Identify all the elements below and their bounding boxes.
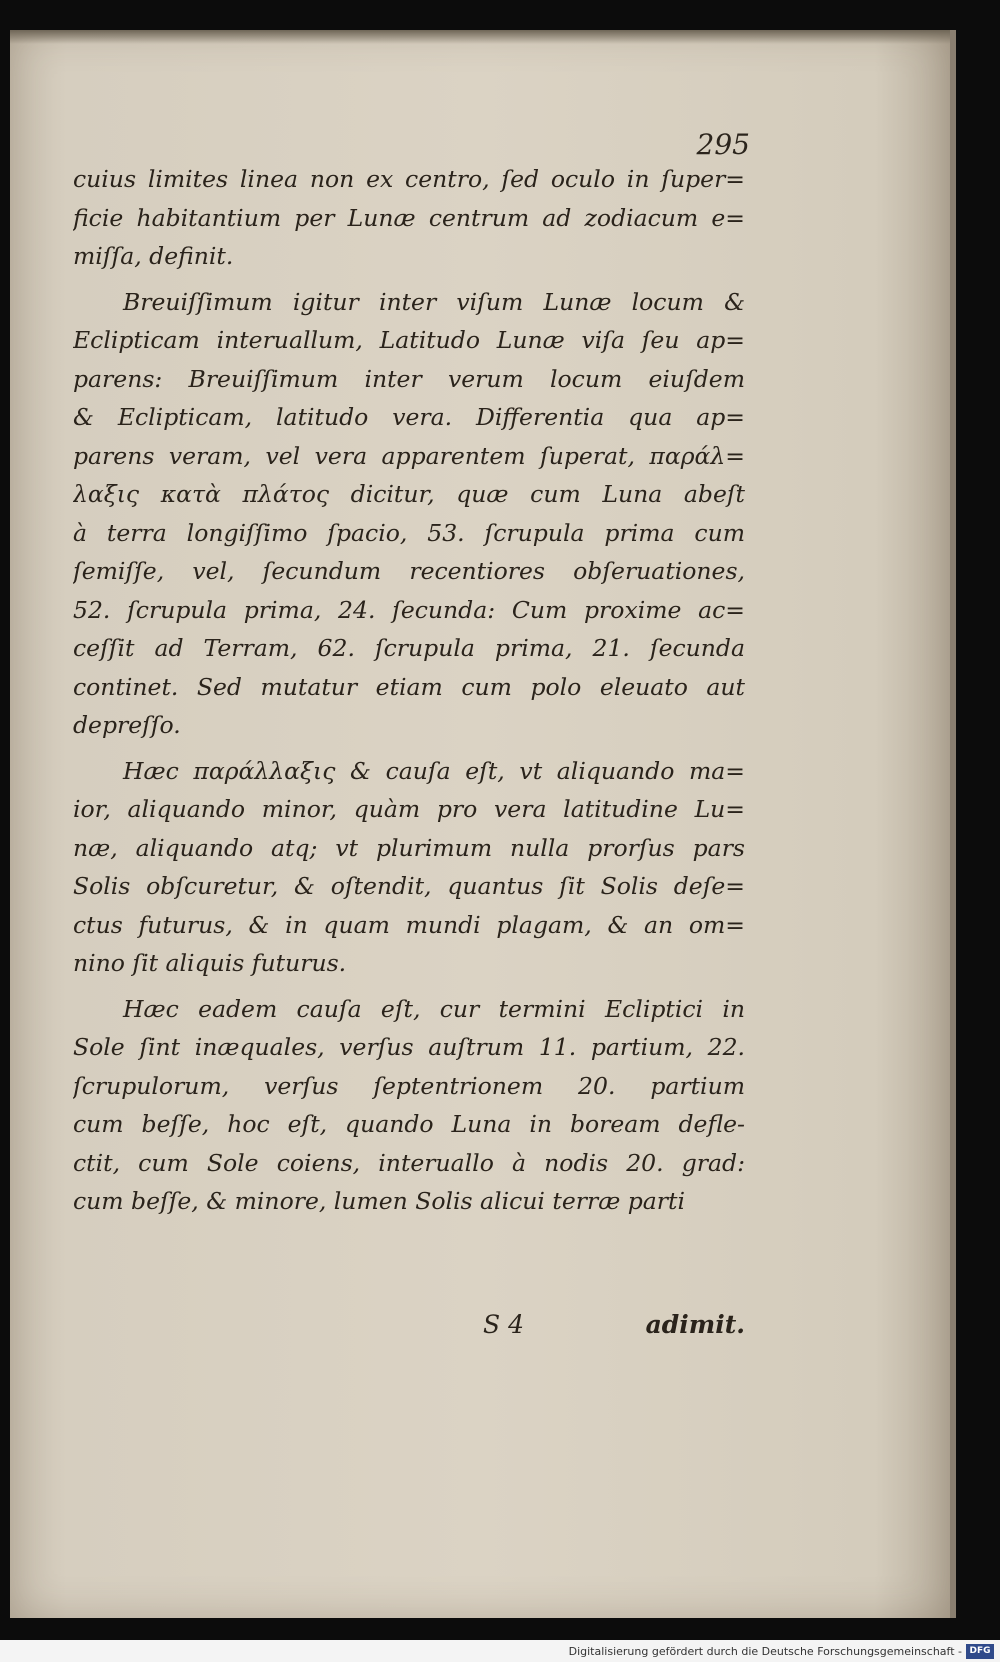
text-line: ctit, cum Sole coiens, interuallo à nodis 20. grad: — [73, 1148, 745, 1177]
text-line: Hæc eadem cauſa eſt, cur termini Ecliptici in — [123, 994, 745, 1023]
text-line: Breuiſſimum igitur inter viſum Lunæ locum & — [123, 287, 745, 316]
text-line: miſſa, definit. — [73, 242, 234, 270]
text-line: Sole ſint inæquales, verſus auſtrum 11. partium, 22. — [73, 1033, 745, 1061]
text-line: parens veram, vel vera apparentem ſuperat, παράλ= — [73, 441, 745, 470]
text-line: depreſſo. — [73, 711, 181, 739]
signature-mark: S 4 — [483, 1310, 524, 1339]
text-line: Hæc παράλλαξις & cauſa eſt, vt aliquando ma= — [123, 756, 745, 785]
text-line: ſcrupulorum, verſus ſeptentrionem 20. partium — [73, 1071, 745, 1100]
page-text — [73, 160, 745, 1228]
text-line: ceſſit ad Terram, 62. ſcrupula prima, 21. ſecunda — [73, 634, 745, 662]
text-line: cum beſſe, & minore, lumen Solis alicui terræ parti — [73, 1187, 685, 1215]
dfg-logo: DFG — [966, 1644, 994, 1659]
text-line: & Eclipticam, latitudo vera. Differentia qua ap= — [73, 403, 745, 431]
text-line: ior, aliquando minor, quàm pro vera latitudine Lu= — [73, 795, 745, 823]
catchword: adimit. — [645, 1310, 745, 1339]
page-number: 295 — [696, 128, 750, 161]
text-line: cum beſſe, hoc eſt, quando Luna in boream defle- — [73, 1110, 745, 1138]
credit-text: Digitalisierung gefördert durch die Deutsche Forschungsgemeinschaft - — [568, 1645, 962, 1658]
text-line: cuius limites linea non ex centro, ſed oculo in ſuper= — [73, 165, 745, 193]
paragraph — [73, 752, 745, 983]
text-line: nino ſit aliquis futurus. — [73, 949, 347, 977]
text-line: Solis obſcuretur, & oſtendit, quantus ſit Solis deſe= — [73, 872, 745, 900]
page-footer — [73, 1310, 745, 1350]
text-line: à terra longiſſimo ſpacio, 53. ſcrupula prima cum — [73, 518, 745, 547]
text-line: λαξις κατὰ πλάτος dicitur, quæ cum Luna abeſt — [73, 480, 745, 508]
text-line: ſemiſſe, vel, ſecundum recentiores obſeruationes, — [73, 557, 745, 585]
text-line: næ, aliquando atq; vt plurimum nulla prorſus pars — [73, 833, 745, 862]
text-line: ficie habitantium per Lunæ centrum ad zodiacum e= — [73, 203, 745, 232]
text-line: parens: Breuiſſimum inter verum locum eiuſdem — [73, 364, 745, 393]
digitization-credit-bar — [0, 1640, 1000, 1662]
text-line: ctus futurus, & in quam mundi plagam, & an om= — [73, 910, 745, 939]
paragraph — [73, 160, 745, 276]
paragraph — [73, 283, 745, 745]
paragraph — [73, 990, 745, 1221]
text-line: continet. Sed mutatur etiam cum polo eleuato aut — [73, 672, 745, 701]
book-page — [10, 30, 956, 1618]
text-line: Eclipticam interuallum, Latitudo Lunæ viſa ſeu ap= — [73, 326, 745, 354]
text-line: 52. ſcrupula prima, 24. ſecunda: Cum proxime ac= — [73, 595, 745, 624]
